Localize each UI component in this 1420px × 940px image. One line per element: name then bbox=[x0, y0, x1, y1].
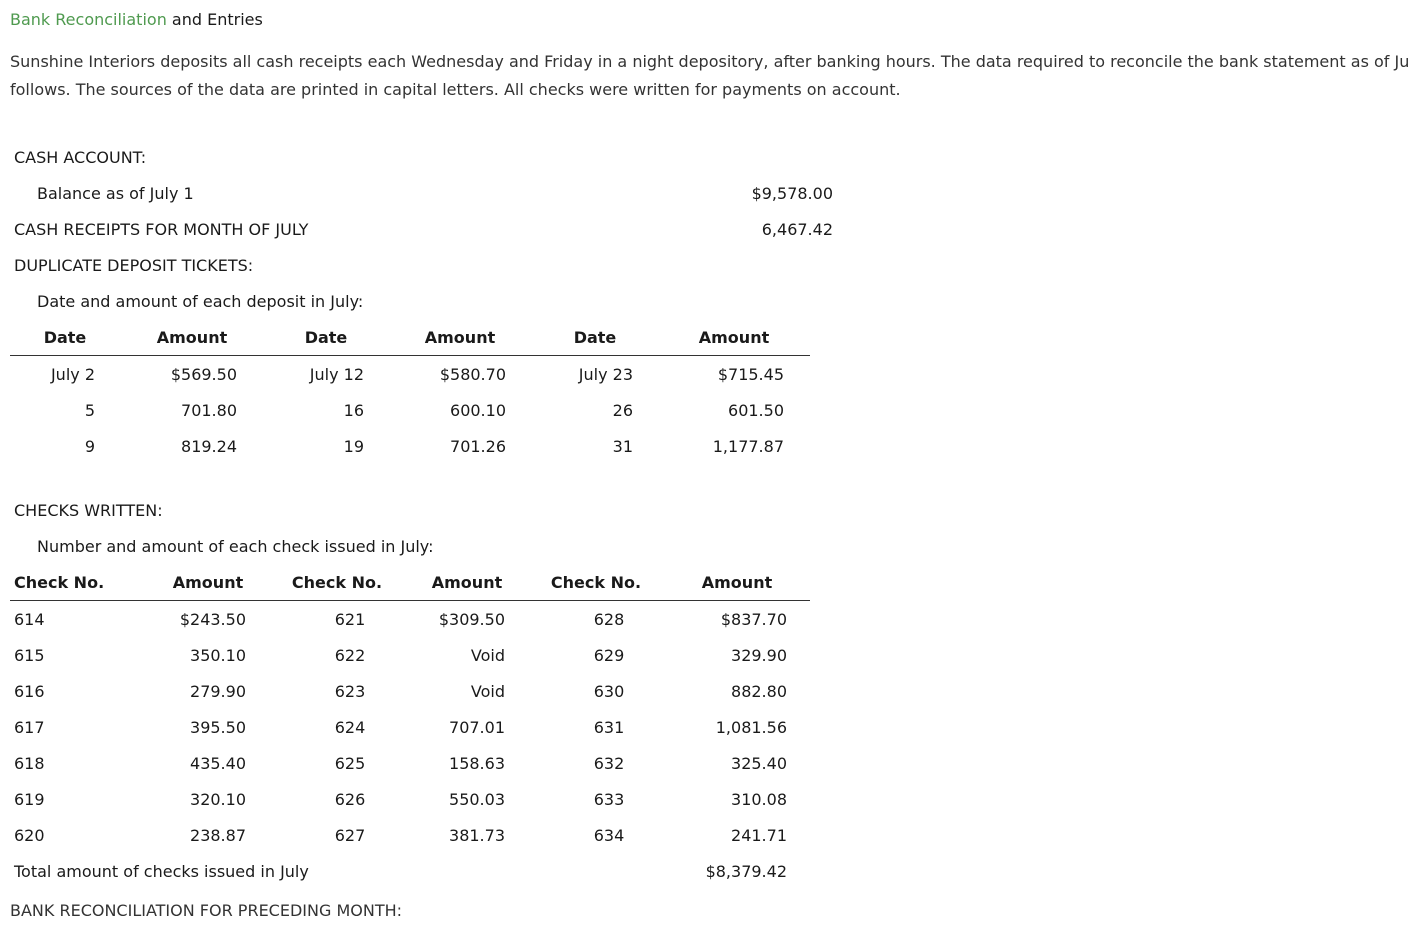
check-amount: 1,081.56 bbox=[715, 718, 787, 737]
check-amount: 320.10 bbox=[190, 790, 246, 809]
check-number: 634 bbox=[593, 826, 625, 845]
check-amount: 550.03 bbox=[449, 790, 505, 809]
check-number: 618 bbox=[14, 754, 45, 773]
check-amount: $837.70 bbox=[720, 610, 787, 629]
check-amount: 882.80 bbox=[731, 682, 787, 701]
check-amount: 435.40 bbox=[190, 754, 246, 773]
check-amount: 325.40 bbox=[731, 754, 787, 773]
check-number: 623 bbox=[334, 682, 366, 701]
page-title bbox=[10, 10, 263, 30]
checks-header-number-3: Check No. bbox=[550, 573, 642, 592]
deposits-header-date-1: Date bbox=[43, 328, 87, 347]
check-amount: 329.90 bbox=[731, 646, 787, 665]
check-amount: Void bbox=[470, 646, 505, 665]
check-number: 624 bbox=[334, 718, 366, 737]
check-number: 625 bbox=[334, 754, 366, 773]
deposits-header-amount-3: Amount bbox=[698, 328, 770, 347]
check-amount: 241.71 bbox=[731, 826, 787, 845]
checks-header-amount-1: Amount bbox=[172, 573, 244, 592]
deposit-date: 31 bbox=[612, 437, 633, 456]
receipts-value: 6,467.42 bbox=[761, 220, 833, 239]
check-amount: 279.90 bbox=[190, 682, 246, 701]
deposits-header-amount-2: Amount bbox=[424, 328, 496, 347]
deposit-date: 19 bbox=[343, 437, 364, 456]
deposit-date: 5 bbox=[84, 401, 95, 420]
deposit-date: 9 bbox=[84, 437, 95, 456]
deposits-header-date-3: Date bbox=[573, 328, 617, 347]
checks-total-value: $8,379.42 bbox=[705, 862, 787, 881]
deposit-amount: 819.24 bbox=[181, 437, 237, 456]
title-rest: and Entries bbox=[171, 10, 263, 29]
check-number: 627 bbox=[334, 826, 366, 845]
deposits-subheading: Date and amount of each deposit in July: bbox=[37, 292, 364, 311]
deposit-amount: $580.70 bbox=[439, 365, 506, 384]
deposits-header-rule bbox=[10, 355, 810, 356]
checks-header-rule bbox=[10, 600, 810, 601]
check-number: 632 bbox=[593, 754, 625, 773]
deposit-amount: 1,177.87 bbox=[712, 437, 784, 456]
checks-subheading: Number and amount of each check issued in July: bbox=[37, 537, 434, 556]
check-amount: $243.50 bbox=[179, 610, 246, 629]
bank-reconciliation-heading: BANK RECONCILIATION FOR PRECEDING MONTH: bbox=[10, 901, 403, 920]
check-amount: 238.87 bbox=[190, 826, 246, 845]
check-amount: 381.73 bbox=[449, 826, 505, 845]
check-number: 630 bbox=[593, 682, 625, 701]
checks-header-amount-2: Amount bbox=[431, 573, 503, 592]
check-number: 626 bbox=[334, 790, 366, 809]
deposit-date: 16 bbox=[343, 401, 364, 420]
deposit-amount: 701.80 bbox=[181, 401, 237, 420]
check-number: 615 bbox=[14, 646, 45, 665]
check-number: 633 bbox=[593, 790, 625, 809]
check-amount: Void bbox=[470, 682, 505, 701]
deposit-amount: $715.45 bbox=[717, 365, 784, 384]
deposit-date: July 12 bbox=[309, 365, 364, 384]
check-amount: 350.10 bbox=[190, 646, 246, 665]
deposit-date: 26 bbox=[612, 401, 633, 420]
check-amount: 395.50 bbox=[190, 718, 246, 737]
balance-label: Balance as of July 1 bbox=[37, 184, 194, 203]
checks-header-amount-3: Amount bbox=[701, 573, 773, 592]
check-number: 622 bbox=[334, 646, 366, 665]
check-number: 628 bbox=[593, 610, 625, 629]
checks-header-number-1: Check No. bbox=[14, 573, 105, 592]
receipts-label: CASH RECEIPTS FOR MONTH OF JULY bbox=[14, 220, 309, 239]
deposits-header-date-2: Date bbox=[304, 328, 348, 347]
check-amount: 707.01 bbox=[449, 718, 505, 737]
checks-header-number-2: Check No. bbox=[291, 573, 383, 592]
intro-line-2: follows. The sources of the data are printed in capital letters. All checks were written for payments on account. bbox=[10, 80, 901, 99]
deposits-heading: DUPLICATE DEPOSIT TICKETS: bbox=[14, 256, 254, 275]
deposit-amount: 601.50 bbox=[728, 401, 784, 420]
deposit-date: July 2 bbox=[50, 365, 95, 384]
deposit-amount: $569.50 bbox=[170, 365, 237, 384]
check-number: 621 bbox=[334, 610, 366, 629]
check-amount: 310.08 bbox=[731, 790, 787, 809]
deposit-date: July 23 bbox=[578, 365, 633, 384]
check-amount: $309.50 bbox=[438, 610, 505, 629]
check-number: 631 bbox=[593, 718, 625, 737]
checks-heading: CHECKS WRITTEN: bbox=[14, 501, 163, 520]
check-number: 620 bbox=[14, 826, 45, 845]
deposit-amount: 701.26 bbox=[450, 437, 506, 456]
balance-value: $9,578.00 bbox=[751, 184, 833, 203]
check-number: 616 bbox=[14, 682, 45, 701]
title-link[interactable]: Bank Reconciliation bbox=[10, 10, 167, 29]
cash-account-heading: CASH ACCOUNT: bbox=[14, 148, 147, 167]
check-number: 629 bbox=[593, 646, 625, 665]
deposits-header-amount-1: Amount bbox=[156, 328, 228, 347]
check-number: 617 bbox=[14, 718, 45, 737]
check-amount: 158.63 bbox=[449, 754, 505, 773]
intro-line-1: Sunshine Interiors deposits all cash receipts each Wednesday and Friday in a night depository, after banking hours. The data required to reconcile the bank statement as of Ju bbox=[10, 52, 1410, 71]
checks-total-label: Total amount of checks issued in July bbox=[14, 862, 309, 881]
deposit-amount: 600.10 bbox=[450, 401, 506, 420]
check-number: 614 bbox=[14, 610, 45, 629]
check-number: 619 bbox=[14, 790, 45, 809]
